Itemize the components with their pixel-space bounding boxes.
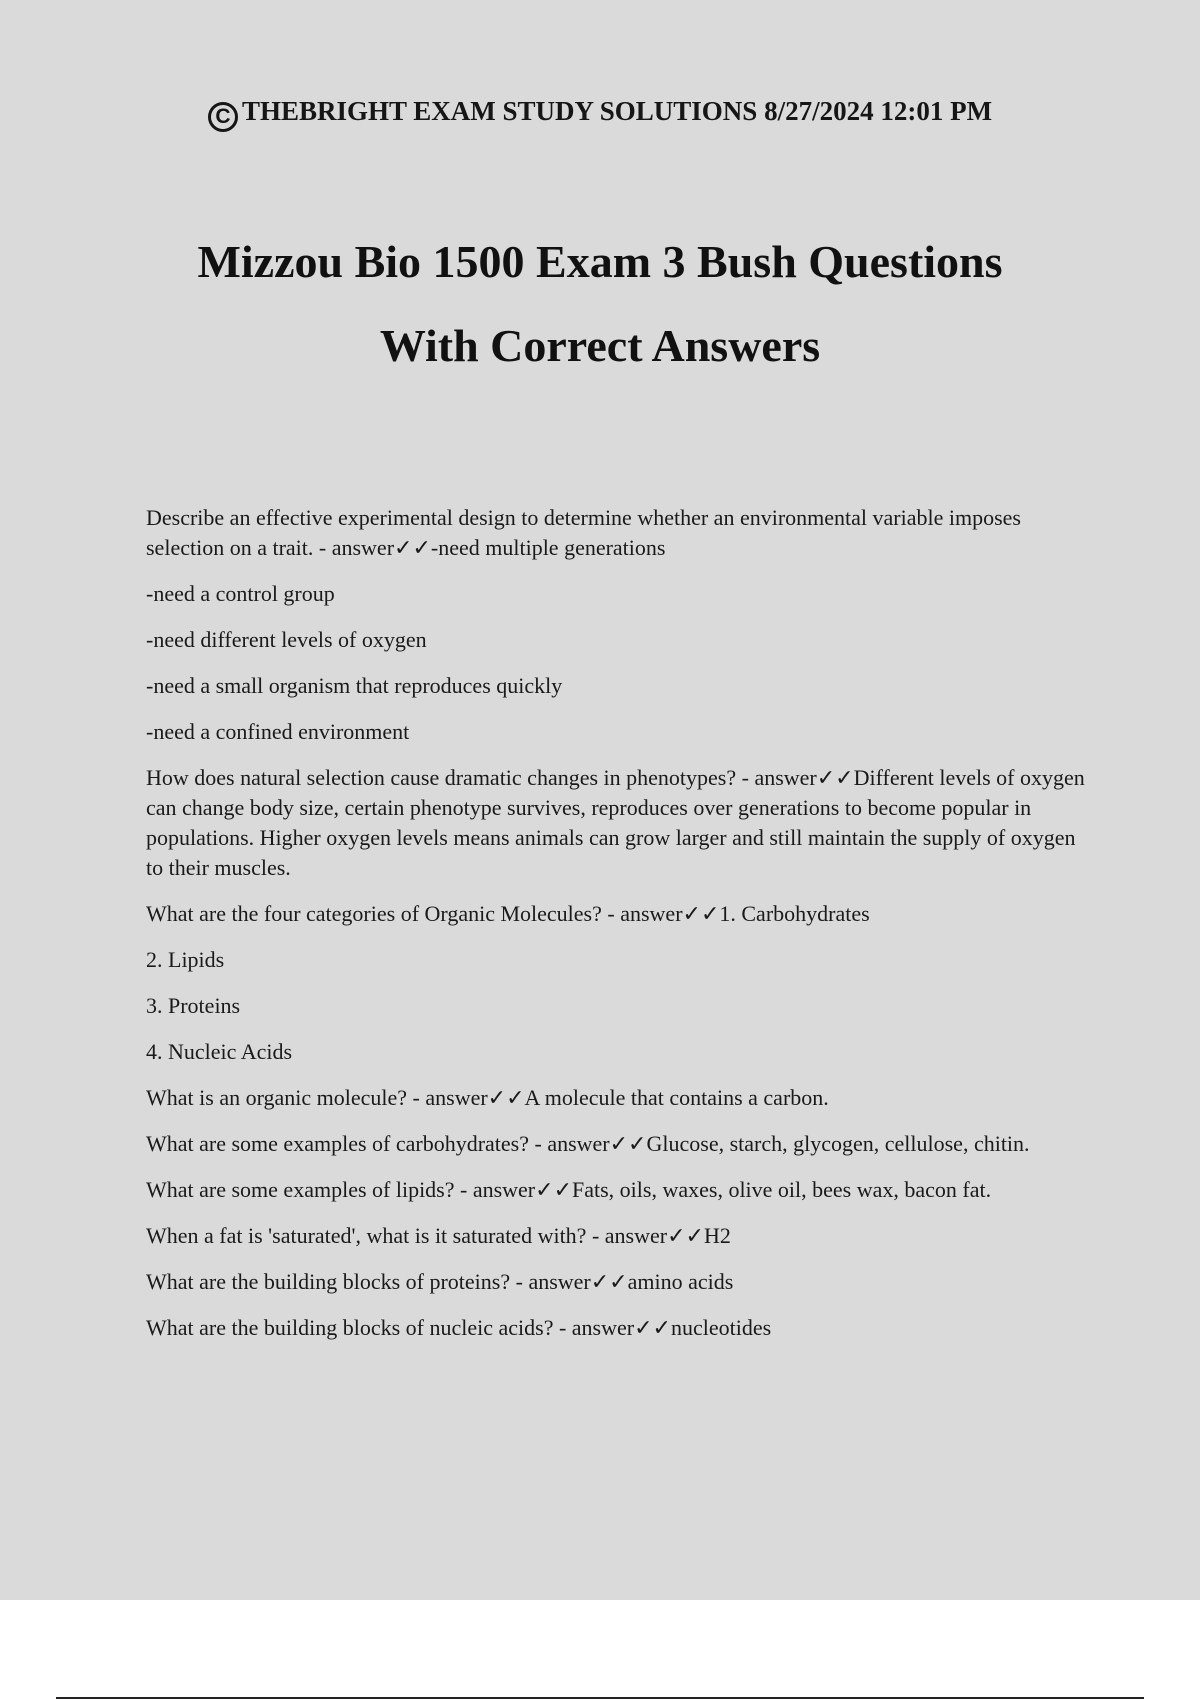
- title-line-2: With Correct Answers: [379, 320, 821, 371]
- answer-line: -need different levels of oxygen: [146, 627, 427, 652]
- question-paragraph: Describe an effective experimental design to determine whether an environmental variable imposes selection on a trait. - answer✓✓-need multiple generations: [146, 505, 1021, 560]
- answer-line: -need a control group: [146, 581, 335, 606]
- copyright-icon: C: [208, 102, 238, 132]
- question-paragraph: What is an organic molecule? - answer✓✓A molecule that contains a carbon.: [146, 1085, 829, 1110]
- title-line-1: Mizzou Bio 1500 Exam 3 Bush Questions: [197, 236, 1003, 287]
- header-text: THEBRIGHT EXAM STUDY SOLUTIONS 8/27/2024 12:01 PM: [241, 96, 993, 126]
- question-list: [146, 503, 1086, 1359]
- document-title: [0, 220, 1200, 388]
- question-paragraph: What are some examples of carbohydrates? - answer✓✓Glucose, starch, glycogen, cellulose, chitin.: [146, 1131, 1030, 1156]
- question-paragraph: What are the four categories of Organic Molecules? - answer✓✓1. Carbohydrates: [146, 901, 870, 926]
- question-paragraph: What are the building blocks of nucleic acids? - answer✓✓nucleotides: [146, 1315, 772, 1340]
- answer-line: -need a confined environment: [146, 719, 410, 744]
- question-paragraph: When a fat is 'saturated', what is it saturated with? - answer✓✓H2: [146, 1223, 731, 1248]
- watermark-header: [0, 96, 1200, 132]
- page-divider: [56, 1697, 1144, 1699]
- answer-line: -need a small organism that reproduces quickly: [146, 673, 563, 698]
- answer-line: 3. Proteins: [146, 993, 241, 1018]
- answer-line: 4. Nucleic Acids: [146, 1039, 293, 1064]
- answer-line: 2. Lipids: [146, 947, 225, 972]
- question-paragraph: How does natural selection cause dramatic changes in phenotypes? - answer✓✓Different levels of oxygen can change body size, certain phenotype survives, reproduces over generations to become popular in populations. Higher oxygen levels means animals can grow larger and still maintain the supply of oxygen to their muscles.: [146, 765, 1085, 880]
- question-paragraph: What are the building blocks of proteins? - answer✓✓amino acids: [146, 1269, 734, 1294]
- question-paragraph: What are some examples of lipids? - answer✓✓Fats, oils, waxes, olive oil, bees wax, bacon fat.: [146, 1177, 992, 1202]
